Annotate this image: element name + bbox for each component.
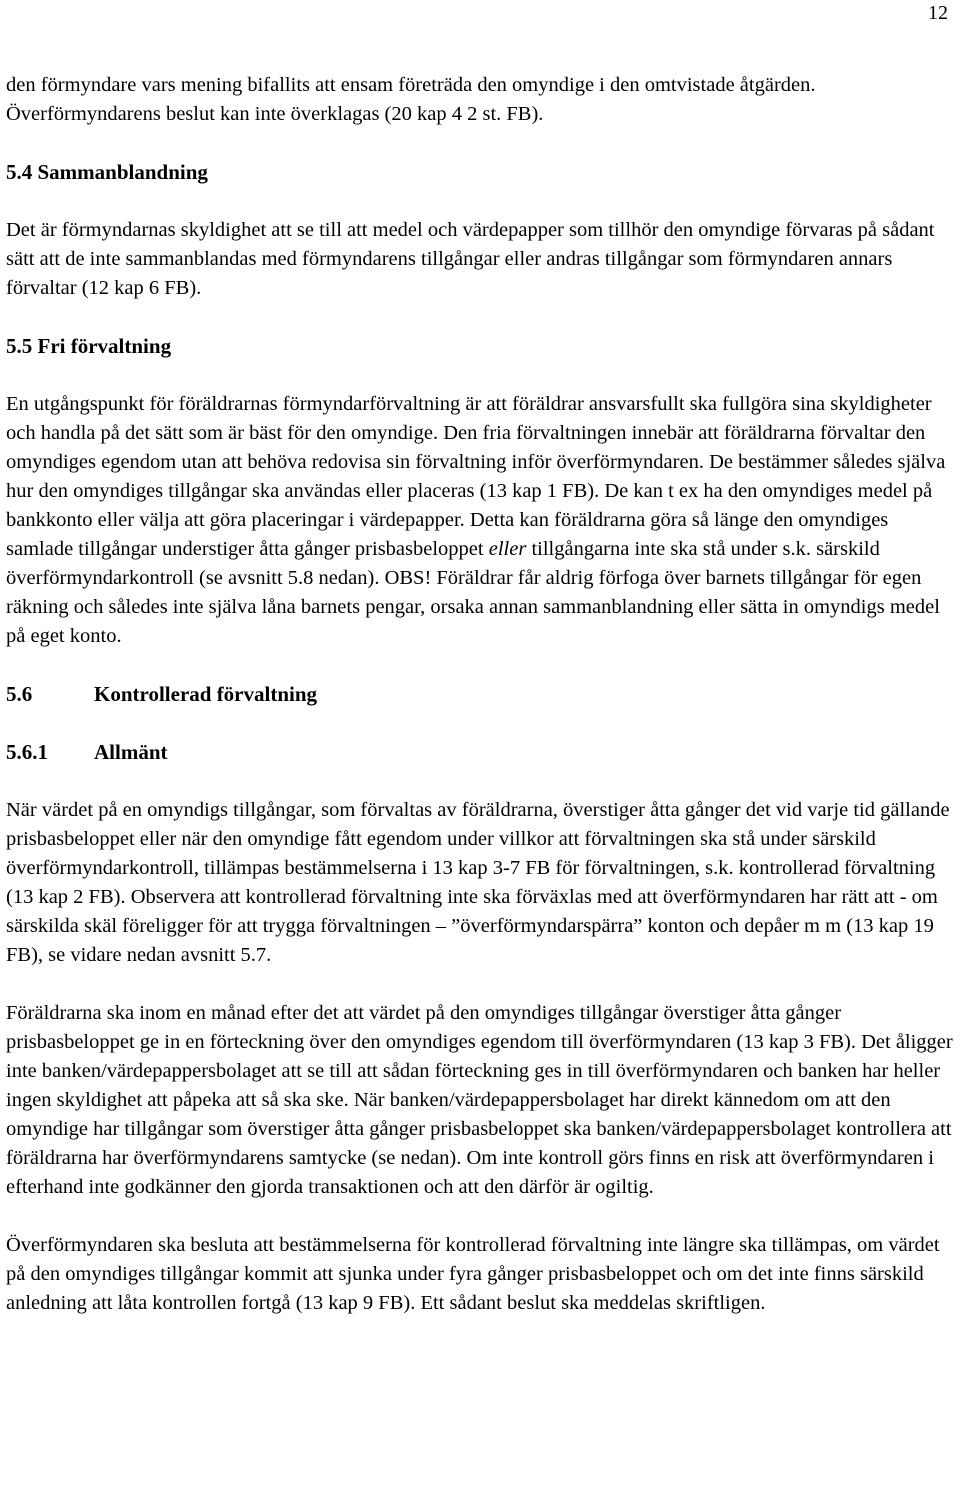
- section-5-6-heading: [6, 680, 956, 709]
- section-5-6-1-number: 5.6.1: [6, 740, 48, 764]
- intro-paragraph: den förmyndare vars mening bifallits att ensam företräda den omyndige i den omtvistade åtgärden. Överförmyndarens beslut kan inte överklagas (20 kap 4 2 st. FB).: [6, 74, 816, 125]
- section-5-5-heading: 5.5 Fri förvaltning: [6, 334, 172, 358]
- section-5-4-paragraph: Det är förmyndarnas skyldighet att se till att medel och värdepapper som tillhör den omyndige förvaras på sådant sätt att de inte sammanblandas med förmyndarens tillgångar eller andras tillgångar som förmyndaren annars förvaltar (12 kap 6 FB).: [6, 219, 935, 299]
- section-5-6-1-heading: [6, 738, 956, 767]
- section-5-5-emphasis: eller: [488, 538, 527, 560]
- section-5-6-1-paragraph-3: Överförmyndaren ska besluta att bestämmelserna för kontrollerad förvaltning inte längre ska tillämpas, om värdet på den omyndiges tillgångar kommit att sjunka under fyra gånger prisbasbeloppet och om det inte finns särskild anledning att låta kontrollen fortgå (13 kap 9 FB). Ett sådant beslut ska meddelas skriftligen.: [6, 1234, 940, 1314]
- page-number: 12: [928, 2, 948, 24]
- section-5-4-heading: 5.4 Sammanblandning: [6, 160, 208, 184]
- document-body: [6, 71, 956, 1318]
- section-5-6-title: Kontrollerad förvaltning: [94, 682, 318, 706]
- section-5-5-paragraph: [6, 390, 956, 651]
- section-5-6-1-title: Allmänt: [94, 740, 168, 764]
- section-5-5-text-b: tillgångarna inte ska stå under s.k. särskild överförmyndarkontroll (se avsnitt 5.8 nedan). OBS! Föräldrar får aldrig förfoga över barnets tillgångar för egen räkning och således inte själva låna barnets pengar, orsaka annan sammanblandning eller sätta in omyndigs medel på eget konto.: [6, 538, 940, 647]
- section-5-6-1-paragraph-1: När värdet på en omyndigs tillgångar, som förvaltas av föräldrarna, överstiger åtta gånger det vid varje tid gällande prisbasbeloppet eller när den omyndige fått egendom under villkor att förvaltningen ska stå under särskild överförmyndarkontroll, tillämpas bestämmelserna i 13 kap 3-7 FB för förvaltningen, s.k. kontrollerad förvaltning (13 kap 2 FB). Observera att kontrollerad förvaltning inte ska förväxlas med att överförmyndaren har rätt att - om särskilda skäl föreligger för att trygga förvaltningen – ”överförmyndarspärra” konton och depåer m m (13 kap 19 FB), se vidare nedan avsnitt 5.7.: [6, 799, 950, 966]
- section-5-6-1-paragraph-2: Föräldrarna ska inom en månad efter det att värdet på den omyndiges tillgångar överstiger åtta gånger prisbasbeloppet ge in en förteckning över den omyndiges egendom till överförmyndaren (13 kap 3 FB). Det åligger inte banken/värdepappersbolaget att se till att sådan förteckning ges in till överförmyndaren och banken har heller ingen skyldighet att påpeka att så ska ske. När banken/värdepappersbolaget har direkt kännedom om att den omyndige har tillgångar som överstiger åtta gånger prisbasbeloppet ska banken/värdepappersbolaget kontrollera att föräldrarna har överförmyndarens samtycke (se nedan). Om inte kontroll görs finns en risk att överförmyndaren i efterhand inte godkänner den gjorda transaktionen och att den därför är ogiltig.: [6, 1002, 953, 1198]
- section-5-5-text-a: En utgångspunkt för föräldrarnas förmyndarförvaltning är att föräldrar ansvarsfullt ska fullgöra sina skyldigheter och handla på det sätt som är bäst för den omyndige. Den fria förvaltningen innebär att föräldrarna förvaltar den omyndiges egendom utan att behöva redovisa sin förvaltning inför överförmyndaren. De bestämmer således själva hur den omyndiges tillgångar ska användas eller placeras (13 kap 1 FB). De kan t ex ha den omyndiges medel på bankkonto eller välja att göra placeringar i värdepapper. Detta kan föräldrarna göra så länge den omyndiges samlade tillgångar understiger åtta gånger prisbasbeloppet: [6, 393, 946, 560]
- section-5-6-number: 5.6: [6, 682, 33, 706]
